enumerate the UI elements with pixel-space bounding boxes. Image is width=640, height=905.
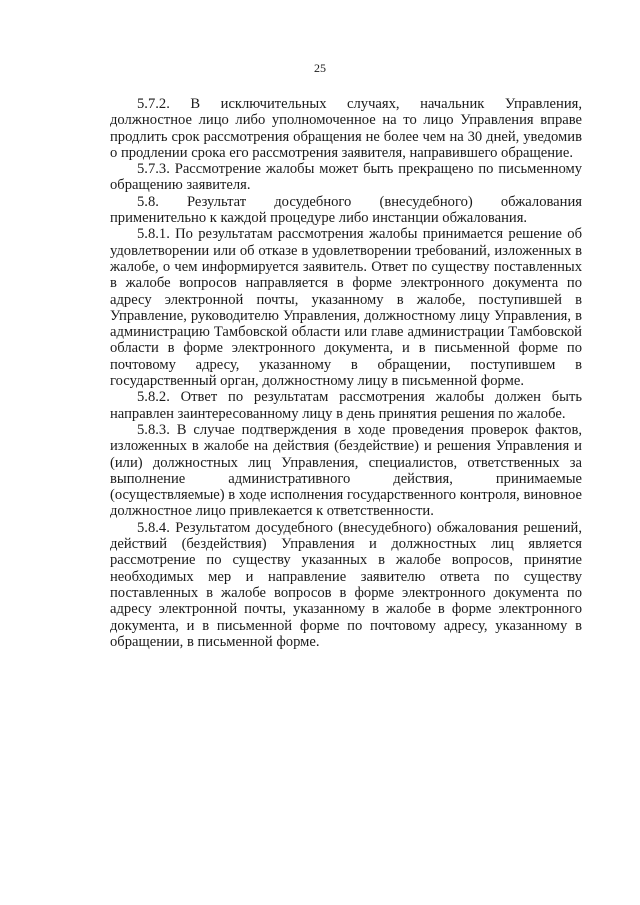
paragraph-5-8-1: 5.8.1. По результатам рассмотрения жалобы принимается решение об удовлетворении или об отказе в удовлетворении требований, изложенных в жалобе, о чем информируется заявитель. Ответ по существу поставленных в жалобе вопросов направляется в форме электронного документа по адресу электронной почты, указанному в жалобе, поступившей в Управление, руководителю Управления, должностному лицу Управления, в администрацию Тамбовской области или главе администрации Тамбовской области в форме электронного документа, и в письменной форме по почтовому адресу, указанному в обращении, поступившем в государственный орган, должностному лицу в письменной форме. xyxy=(110,226,582,390)
document-body xyxy=(110,96,582,650)
paragraph-5-8: 5.8. Результат досудебного (внесудебного) обжалования применительно к каждой процедуре либо инстанции обжалования. xyxy=(110,193,582,227)
paragraph-5-7-3: 5.7.3. Рассмотрение жалобы может быть прекращено по письменному обращению заявителя. xyxy=(110,161,582,194)
paragraph-5-8-4: 5.8.4. Результатом досудебного (внесудебного) обжалования решений, действий (бездействия) Управления и должностных лиц является рассмотрение по существу указанных в жалобе вопросов, принятие необходимых мер и направление заявителю ответа по существу поставленных в жалобе вопросов в форме электронного документа по адресу электронной почты, указанному в жалобе в форме электронного документа, и в письменной форме по почтовому адресу, указанному в обращении, в письменной форме. xyxy=(110,519,582,650)
paragraph-5-7-2: 5.7.2. В исключительных случаях, начальник Управления, должностное лицо либо уполномоченное на то лицо Управления вправе продлить срок рассмотрения обращения не более чем на 30 дней, уведомив о продлении срока его рассмотрения заявителя, направившего обращение. xyxy=(110,96,582,161)
page-number: 25 xyxy=(314,61,326,75)
paragraph-5-8-2: 5.8.2. Ответ по результатам рассмотрения жалобы должен быть направлен заинтересованному лицу в день принятия решения по жалобе. xyxy=(110,389,582,422)
paragraph-5-8-3: 5.8.3. В случае подтверждения в ходе проведения проверок фактов, изложенных в жалобе на действия (бездействие) и решения Управления и (или) должностных лиц Управления, специалистов, ответственных за выполнение административного действия, принимаемые (осуществляемые) в ходе исполнения государственного контроля, виновное должностное лицо привлекается к ответственности. xyxy=(110,421,582,520)
